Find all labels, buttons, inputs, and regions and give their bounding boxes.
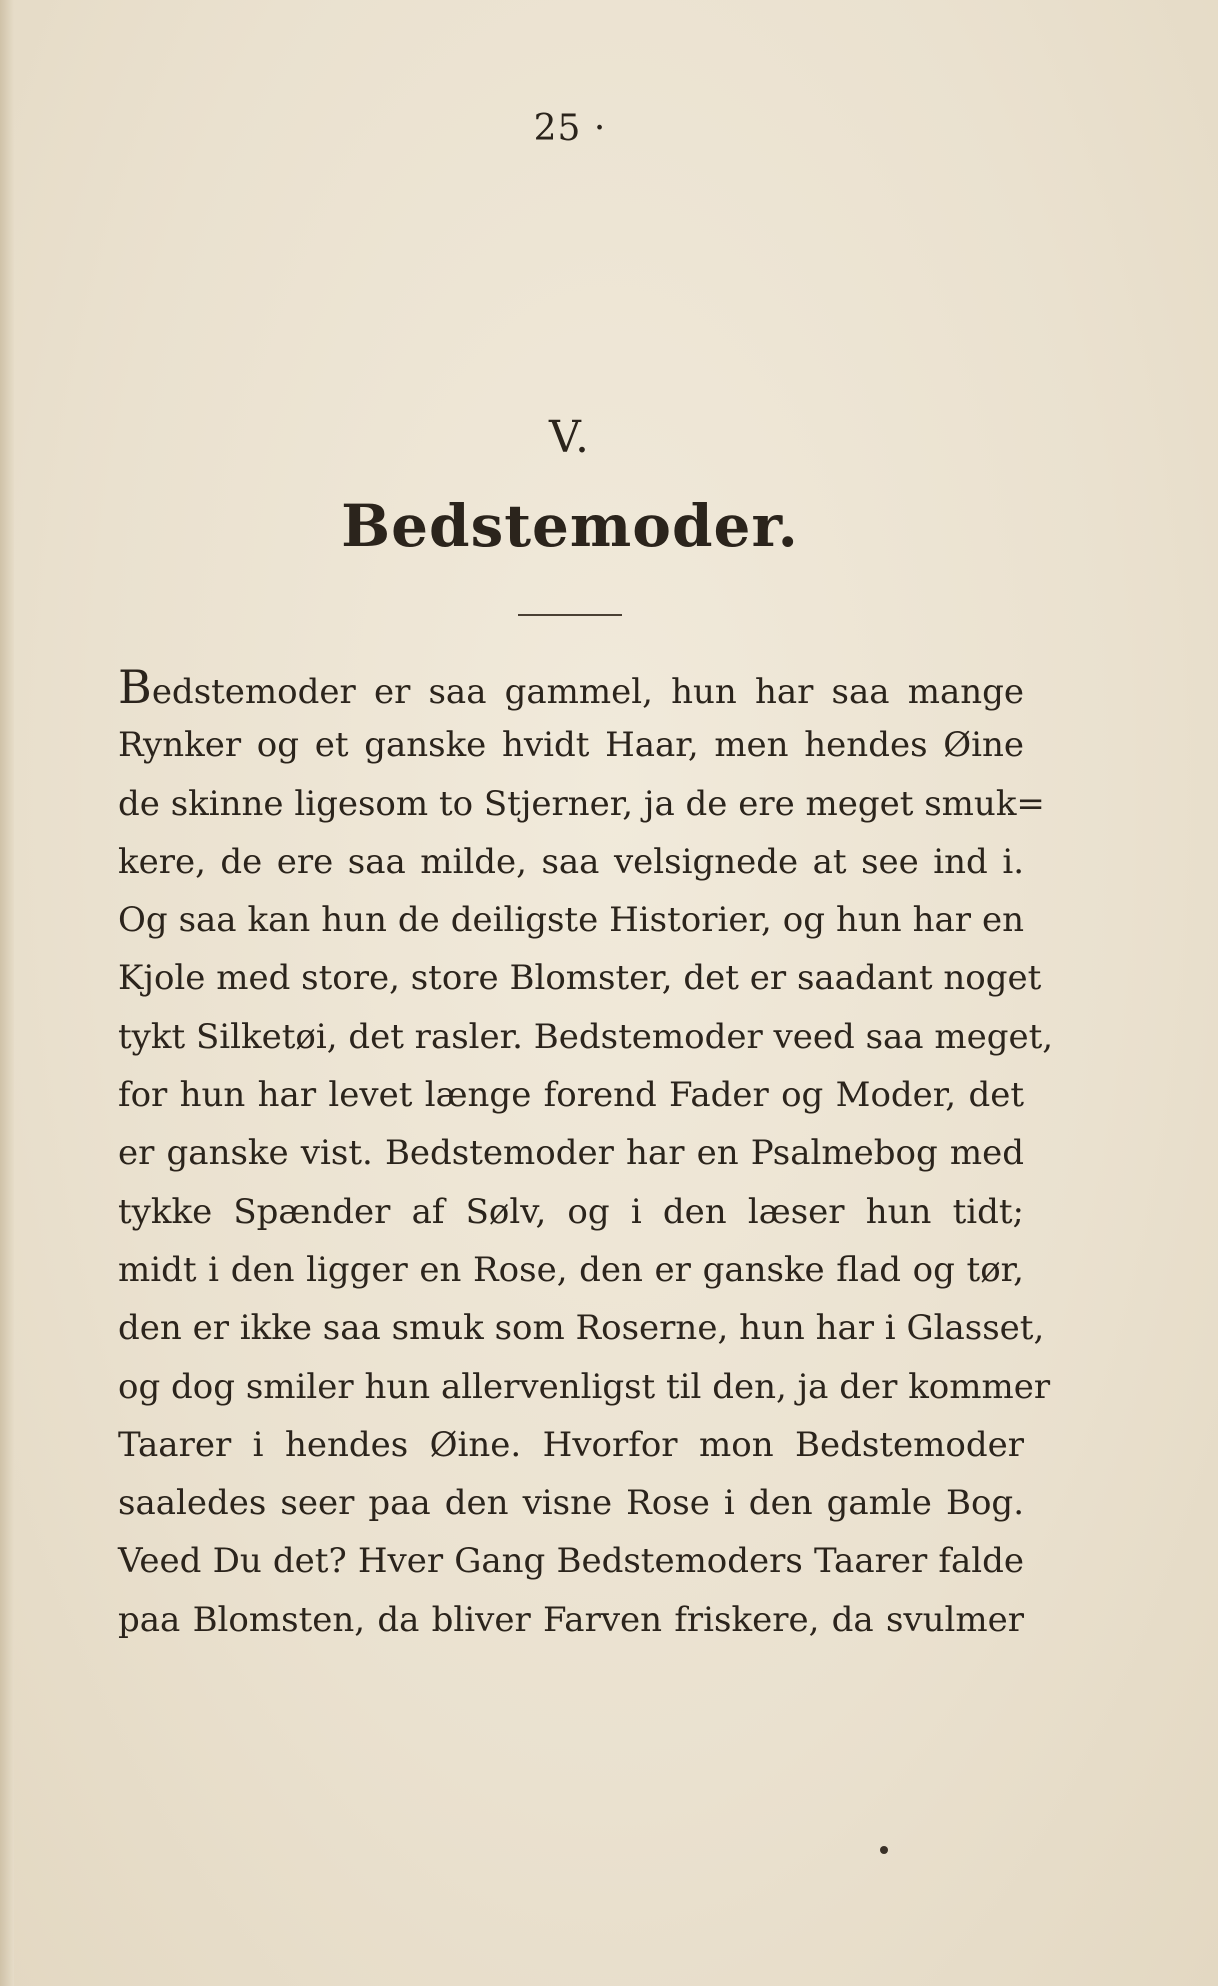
text-line: Bedstemoder er saa gammel, hun har saa mange	[118, 660, 1024, 714]
ink-speck	[880, 1846, 888, 1854]
text-line: tykt Silketøi, det rasler. Bedstemoder veed saa meget,	[118, 1016, 1054, 1057]
page-number: 25 ·	[533, 108, 607, 149]
text-line: og dog smiler hun allervenligst til den, ja der kommer	[118, 1366, 1051, 1407]
page-binding-edge	[0, 0, 14, 1986]
text-line: paa Blomsten, da bliver Farven friskere, da svulmer	[118, 1599, 1024, 1640]
text-line: Veed Du det? Hver Gang Bedstemoders Taarer falde	[118, 1541, 1024, 1582]
text-line: Rynker og et ganske hvidt Haar, men hendes Øine	[118, 725, 1024, 766]
text-line: de skinne ligesom to Stjerner, ja de ere meget smuk=	[118, 783, 1045, 824]
text-line: saaledes seer paa den visne Rose i den gamle Bog.	[118, 1483, 1024, 1524]
text-line: er ganske vist. Bedstemoder har en Psalmebog med	[118, 1133, 1024, 1174]
text-line: for hun har levet længe forend Fader og Moder, det	[118, 1075, 1024, 1116]
text-line: tykke Spænder af Sølv, og i den læser hun tidt;	[118, 1191, 1024, 1232]
text-line: Og saa kan hun de deiligste Historier, og hun har en	[118, 900, 1024, 941]
title-divider	[518, 614, 622, 616]
body-text	[118, 658, 1054, 1649]
text-line: kere, de ere saa milde, saa velsignede at see ind i.	[118, 841, 1024, 882]
text-line: Taarer i hendes Øine. Hvorfor mon Bedstemoder	[118, 1424, 1024, 1465]
text-line: Kjole med store, store Blomster, det er saadant noget	[118, 958, 1042, 999]
text-line: midt i den ligger en Rose, den er ganske flad og tør,	[118, 1249, 1024, 1290]
chapter-title: Bedstemoder.	[341, 492, 799, 560]
chapter-number: V.	[548, 412, 592, 463]
text-line: den er ikke saa smuk som Roserne, hun har i Glasset,	[118, 1308, 1045, 1349]
